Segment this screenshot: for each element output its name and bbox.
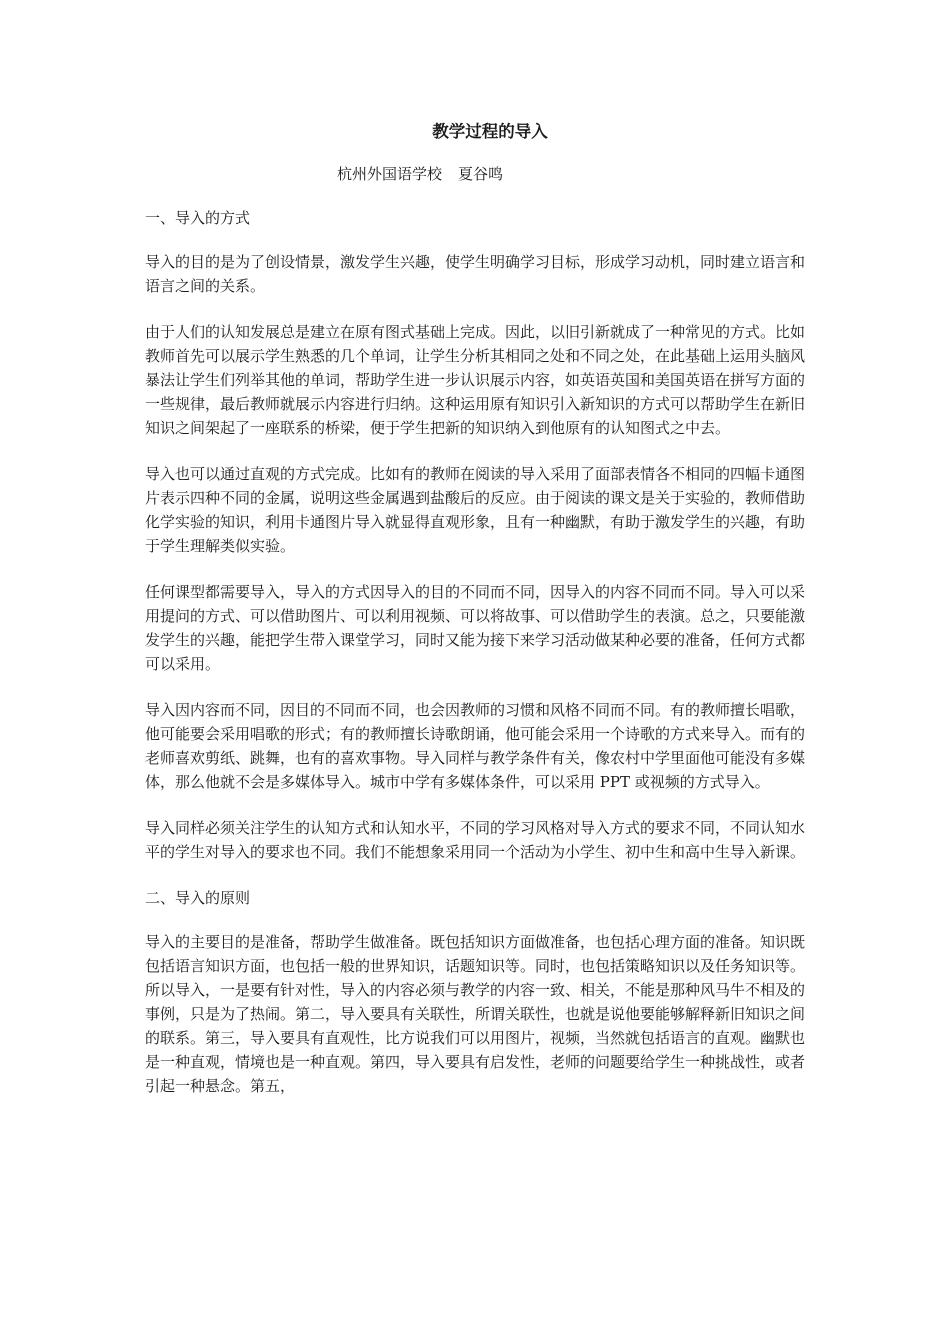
- section-heading-principles: 二、导入的原则: [145, 889, 251, 907]
- byline-school: 杭州外国语学校: [337, 165, 443, 183]
- document-title: 教学过程的导入: [432, 122, 548, 141]
- paragraph: 导入的主要目的是准备，帮助学生做准备。既包括知识方面做准备，也包括心理方面的准备。知识既包括语言知识方面，也包括一般的世界知识，话题知识等。同时，也包括策略知识以及任务知识等。所以导入，一是要有针对性，导入的内容必须与教学的内容一致、相关，不能是那种风马牛不相及的事例，只是为了热闹。第二，导入要具有关联性，所谓关联性，也就是说他要能够解释新旧知识之间的联系。第三，导入要具有直观性，比方说我们可以用图片，视频，当然就包括语言的直观。幽默也是一种直观，情境也是一种直观。第四，导入要具有启发性，老师的问题要给学生一种挑战性，或者引起一种悬念。第五，: [145, 933, 806, 1095]
- paragraph: 导入也可以通过直观的方式完成。比如有的教师在阅读的导入采用了面部表情各不相同的四幅卡通图片表示四种不同的金属，说明这些金属遇到盐酸后的反应。由于阅读的课文是关于实验的，教师借助化学实验的知识，利用卡通图片导入就显得直观形象，且有一种幽默，有助于激发学生的兴趣，有助于学生理解类似实验。: [145, 465, 806, 555]
- paragraph: 导入因内容而不同，因目的不同而不同，也会因教师的习惯和风格不同而不同。有的教师擅长唱歌，他可能要会采用唱歌的形式；有的教师擅长诗歌朗诵，他可能会采用一个诗歌的方式来导入。而有的老师喜欢剪纸、跳舞，也有的喜欢事物。导入同样与教学条件有关，像农村中学里面他可能没有多媒体，那么他就不会是多媒体导入。城市中学有多媒体条件，可以采用 PPT 或视频的方式导入。: [145, 701, 806, 791]
- paragraph: 任何课型都需要导入，导入的方式因导入的目的不同而不同，因导入的内容不同而不同。导入可以采用提问的方式、可以借助图片、可以利用视频、可以将故事、可以借助学生的表演。总之，只要能激发学生的兴趣，能把学生带入课堂学习，同时又能为接下来学习活动做某种必要的准备，任何方式都可以采用。: [145, 583, 806, 673]
- document-byline: [145, 162, 805, 186]
- paragraph: 由于人们的认知发展总是建立在原有图式基础上完成。因此，以旧引新就成了一种常见的方式。比如教师首先可以展示学生熟悉的几个单词，让学生分析其相同之处和不同之处，在此基础上运用头脑风暴法让学生们列举其他的单词，帮助学生进一步认识展示内容，如英语英国和美国英语在拼写方面的一些规律，最后教师就展示内容进行归纳。这种运用原有知识引入新知识的方式可以帮助学生在新旧知识之间架起了一座联系的桥梁，便于学生把新的知识纳入到他原有的认知图式之中去。: [145, 323, 806, 437]
- paragraph: 导入的目的是为了创设情景，激发学生兴趣，使学生明确学习目标，形成学习动机，同时建立语言和语言之间的关系。: [145, 253, 806, 295]
- paragraph: 导入同样必须关注学生的认知方式和认知水平，不同的学习风格对导入方式的要求不同，不同认知水平的学生对导入的要求也不同。我们不能想象采用同一个活动为小学生、初中生和高中生导入新课。: [145, 819, 806, 861]
- document-page: [145, 120, 805, 1120]
- byline-author: 夏谷鸣: [458, 165, 504, 183]
- section-heading-methods: 一、导入的方式: [145, 209, 251, 227]
